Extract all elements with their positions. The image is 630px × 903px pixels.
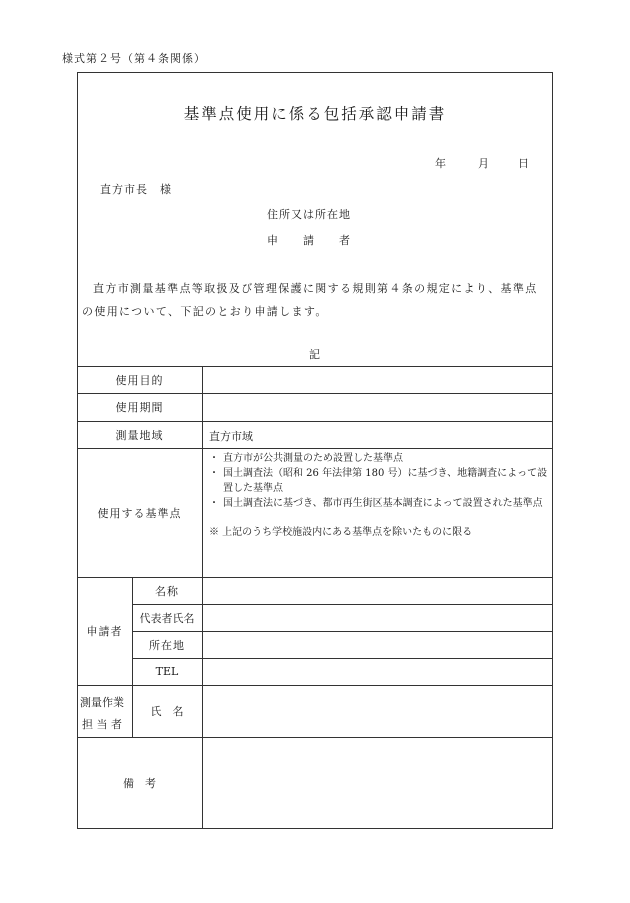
date-year-label: 年 — [435, 157, 446, 170]
benchmarks-list — [209, 451, 549, 540]
benchmarks-note: ※ 上記のうち学校施設内にある基準点を除いたものに限る — [209, 527, 473, 538]
area-value: 直方市域 — [209, 430, 253, 443]
surveyor-name-field[interactable] — [203, 685, 553, 737]
representative-label: 代表者氏名 — [139, 611, 195, 625]
application-statement: 直方市測量基準点等取扱及び管理保護に関する規則第４条の規定により、基準点の使用について、下記のとおり申請します。 — [82, 282, 538, 318]
benchmark-item — [209, 451, 549, 466]
bullet-marker: ・ — [209, 468, 219, 479]
ki-label: 記 — [309, 348, 320, 361]
applicant-label: 申 請 者 — [267, 234, 351, 247]
date-day-label: 日 — [518, 157, 529, 170]
purpose-label: 使用目的 — [115, 373, 164, 387]
surveyor-name-label: 氏 名 — [150, 705, 184, 718]
benchmark-item — [209, 496, 549, 511]
period-label: 使用期間 — [115, 401, 164, 414]
period-field[interactable] — [203, 393, 553, 421]
date-month-label: 月 — [478, 157, 489, 170]
benchmarks-label: 使用する基準点 — [97, 506, 182, 520]
address-label: 住所又は所在地 — [267, 208, 351, 221]
form-title: 基準点使用に係る包括承認申請書 — [183, 105, 447, 123]
representative-field[interactable] — [203, 604, 553, 631]
form-number-label: 様式第２号（第４条関係） — [62, 52, 206, 65]
applicant-name-label: 名称 — [155, 584, 179, 598]
benchmark-text: 直方市が公共測量のため設置した基準点 — [223, 453, 403, 464]
purpose-field[interactable] — [203, 366, 553, 393]
applicant-address-field[interactable] — [203, 631, 553, 658]
applicant-tel-field[interactable] — [203, 658, 553, 685]
remarks-field[interactable] — [203, 737, 553, 829]
surveyor-label-line1: 測量作業 — [80, 696, 124, 709]
benchmark-text: 国土調査法に基づき、都市再生街区基本調査によって設置された基準点 — [223, 498, 543, 509]
addressee: 直方市長 様 — [100, 183, 172, 196]
applicant-address-label: 所在地 — [149, 638, 185, 652]
applicant-name-field[interactable] — [203, 577, 553, 604]
applicant-tel-label: TEL — [155, 665, 179, 678]
area-label: 測量地域 — [115, 428, 164, 442]
bullet-marker: ・ — [209, 453, 219, 464]
benchmark-item — [209, 466, 549, 496]
applicant-group-label: 申請者 — [86, 625, 123, 638]
benchmark-text: 国土調査法（昭和 26 年法律第 180 号）に基づき、地籍調査によって設置した基準点 — [223, 468, 548, 494]
remarks-label: 備 考 — [123, 777, 156, 790]
surveyor-label-line2: 担 当 者 — [82, 718, 122, 731]
bullet-marker: ・ — [209, 498, 219, 509]
